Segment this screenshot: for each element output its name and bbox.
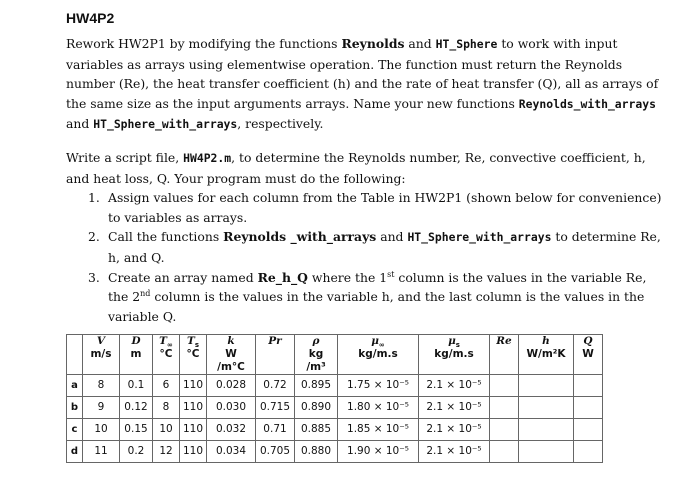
table-cell: 0.15 (120, 419, 153, 441)
table-cell: 8 (153, 397, 180, 419)
function-name: Reynolds _with_arrays (223, 229, 377, 245)
table-cell (574, 441, 603, 463)
table-cell: 0.028 (207, 375, 256, 397)
table-cell: 0.72 (256, 375, 295, 397)
header-mu-s: $\mu_s$ kg/m.s (419, 335, 490, 375)
text: to determine Re, h, and Q. (108, 229, 661, 265)
table-cell: 11 (83, 441, 120, 463)
text: and (66, 116, 94, 132)
function-name: HT_Sphere (435, 37, 498, 51)
table-cell: 0.030 (207, 397, 256, 419)
table-row (67, 375, 603, 397)
table-cell: 0.885 (295, 419, 338, 441)
table-cell: 2.1 × 10⁻⁵ (419, 397, 490, 419)
header-pr: Pr (256, 335, 295, 375)
header-diameter: D m (120, 335, 153, 375)
text: column is the values in the variable Re, the 2 (108, 269, 647, 305)
header-k: k W /m°C (207, 335, 256, 375)
text: Write a script file, (66, 150, 184, 165)
script-file-name: HW4P2.m (183, 151, 232, 165)
task-paragraph (66, 148, 666, 326)
table-cell: 6 (153, 375, 180, 397)
properties-table (66, 334, 603, 463)
header-q: Q W (574, 335, 603, 375)
table-cell: 1.90 × 10⁻⁵ (338, 441, 419, 463)
table-cell: 10 (83, 419, 120, 441)
row-label: d (67, 441, 83, 463)
table-cell: 0.71 (256, 419, 295, 441)
table-cell: 0.034 (207, 441, 256, 463)
table-cell: 0.2 (120, 441, 153, 463)
table-cell: 0.032 (207, 419, 256, 441)
item-number: 3. (88, 269, 100, 285)
table-cell: 110 (180, 397, 207, 419)
table-cell: 0.890 (295, 397, 338, 419)
text: , respectively. (237, 116, 324, 132)
text: Rework HW2P1 by modifying the functions (66, 36, 342, 51)
header-re: Re (490, 335, 519, 375)
table-cell: 0.1 (120, 375, 153, 397)
list-item (66, 268, 666, 327)
function-name: HT_Sphere_with_arrays (93, 117, 238, 132)
text: , to determine the Reynolds number, Re, convective coefficient, h, and heat loss, Q. Your program must do the following: (66, 150, 646, 186)
header-t-inf: $T_\infty$ °C (153, 335, 180, 375)
assignment-title: HW4P2 (66, 10, 115, 26)
row-label: c (67, 419, 83, 441)
table-cell: 2.1 × 10⁻⁵ (419, 441, 490, 463)
text: column is the values in the variable h, and the last column is the values in the variable Q. (108, 289, 645, 324)
ordinal-suffix: st (387, 269, 395, 279)
table-cell (490, 419, 519, 441)
table-cell: 2.1 × 10⁻⁵ (419, 375, 490, 397)
text: Call the functions (108, 229, 224, 245)
table-cell (519, 375, 574, 397)
table-cell: 0.715 (256, 397, 295, 419)
row-label-header (67, 335, 83, 375)
table-cell: 110 (180, 375, 207, 397)
table-cell: 110 (180, 419, 207, 441)
intro-paragraph (66, 34, 666, 135)
list-item (66, 227, 666, 267)
table-cell (574, 419, 603, 441)
table-cell: 1.80 × 10⁻⁵ (338, 397, 419, 419)
text: and (376, 229, 408, 245)
function-name: Reynolds (341, 36, 405, 51)
table-header-row (67, 335, 603, 375)
table-cell (490, 375, 519, 397)
task-intro (66, 148, 666, 188)
header-h: h W/m²K (519, 335, 574, 375)
table-cell: 0.12 (120, 397, 153, 419)
table-cell: 8 (83, 375, 120, 397)
task-list (66, 188, 666, 326)
table-cell: 9 (83, 397, 120, 419)
header-rho: ρ kg /m³ (295, 335, 338, 375)
table-cell: 12 (153, 441, 180, 463)
table-cell: 1.75 × 10⁻⁵ (338, 375, 419, 397)
header-velocity: V m/s (83, 335, 120, 375)
table-cell: 1.85 × 10⁻⁵ (338, 419, 419, 441)
table-cell: 0.880 (295, 441, 338, 463)
table-cell (519, 419, 574, 441)
text: Create an array named (108, 269, 258, 285)
table-cell: 110 (180, 441, 207, 463)
header-t-s: $T_s$ °C (180, 335, 207, 375)
table-cell (519, 441, 574, 463)
table-cell (574, 375, 603, 397)
table-row (67, 419, 603, 441)
table-cell: 2.1 × 10⁻⁵ (419, 419, 490, 441)
text: and (404, 36, 436, 51)
table-row (67, 397, 603, 419)
text: to work with input variables as arrays using elementwise operation. The function must return the Reynolds number (Re), the heat transfer coefficient (h) and the rate of heat transfer (Q), all as arrays of the same size as the input arguments arrays. Name your new functions (66, 36, 659, 111)
item-number: 1. (88, 190, 100, 206)
item-number: 2. (88, 229, 100, 245)
table-cell (490, 441, 519, 463)
table-row (67, 441, 603, 463)
table-cell (490, 397, 519, 419)
table-cell: 0.895 (295, 375, 338, 397)
table-cell (519, 397, 574, 419)
function-name: HT_Sphere_with_arrays (407, 230, 552, 245)
table-cell: 0.705 (256, 441, 295, 463)
row-label: b (67, 397, 83, 419)
table-cell: 10 (153, 419, 180, 441)
table-cell (574, 397, 603, 419)
row-label: a (67, 375, 83, 397)
text: where the 1 (307, 269, 388, 285)
list-item (66, 188, 666, 227)
array-name: Re_h_Q (257, 269, 308, 285)
header-mu-inf: $\mu_\infty$ kg/m.s (338, 335, 419, 375)
function-name: Reynolds_with_arrays (518, 96, 656, 111)
ordinal-suffix: nd (140, 289, 151, 299)
text: Assign values for each column from the Table in HW2P1 (shown below for convenience) to variables as arrays. (108, 190, 662, 225)
